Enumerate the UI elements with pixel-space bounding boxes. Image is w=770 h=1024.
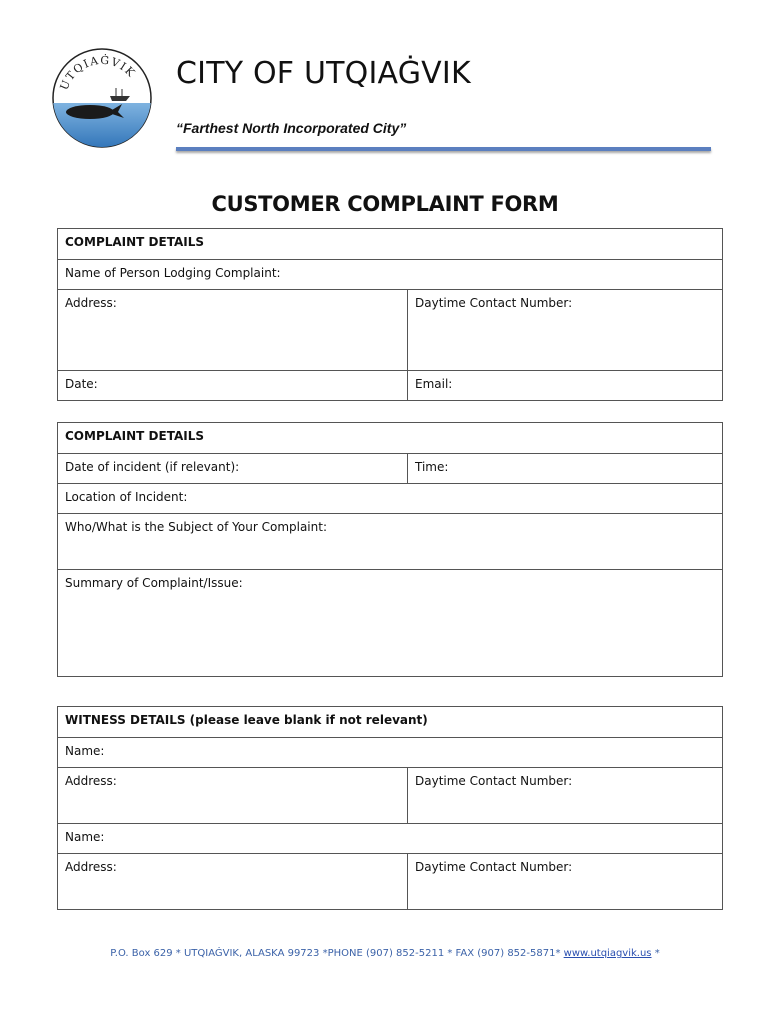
witness1-contact-field[interactable]: Daytime Contact Number: (415, 774, 573, 788)
incident-details-section (57, 422, 723, 677)
city-motto: “Farthest North Incorporated City” (176, 120, 407, 136)
incident-date-field[interactable]: Date of incident (if relevant): (58, 454, 408, 483)
footer-address: P.O. Box 629 * UTQIAĠVIK, ALASKA 99723 *PHONE (907) 852-5211 * FAX (907) 852-5871* (110, 948, 564, 959)
complaint-subject-field[interactable]: Who/What is the Subject of Your Complaint: (65, 520, 327, 534)
complaint-summary-field[interactable]: Summary of Complaint/Issue: (65, 576, 243, 590)
witness2-contact-field[interactable]: Daytime Contact Number: (415, 860, 573, 874)
witness1-address-field[interactable]: Address: (58, 768, 408, 823)
section-header: COMPLAINT DETAILS (65, 429, 205, 443)
header-rule (176, 147, 711, 151)
date-field[interactable]: Date: (58, 371, 408, 400)
city-seal-logo (52, 48, 152, 148)
daytime-contact-field[interactable]: Daytime Contact Number: (415, 296, 573, 310)
complainant-name-field[interactable]: Name of Person Lodging Complaint: (65, 266, 281, 280)
website-link[interactable]: www.utqiagvik.us (563, 948, 652, 959)
section-header: WITNESS DETAILS (please leave blank if not relevant) (65, 713, 428, 727)
incident-location-field[interactable]: Location of Incident: (65, 490, 188, 504)
address-field[interactable]: Address: (58, 290, 408, 370)
logo-text: UTQIAĠVIK (57, 53, 139, 93)
section-header: COMPLAINT DETAILS (65, 235, 205, 249)
city-title: CITY OF UTQIAĠVIK (176, 56, 471, 91)
email-field[interactable]: Email: (415, 377, 453, 391)
footer-end: * (651, 948, 660, 959)
witness2-address-field[interactable]: Address: (58, 854, 408, 909)
complaint-details-section (57, 228, 723, 401)
witness1-name-field[interactable]: Name: (65, 744, 105, 758)
incident-time-field[interactable]: Time: (415, 460, 449, 474)
form-title: CUSTOMER COMPLAINT FORM (211, 192, 559, 216)
witness-details-section (57, 706, 723, 910)
witness2-name-field[interactable]: Name: (65, 830, 105, 844)
footer-contact (0, 948, 770, 959)
